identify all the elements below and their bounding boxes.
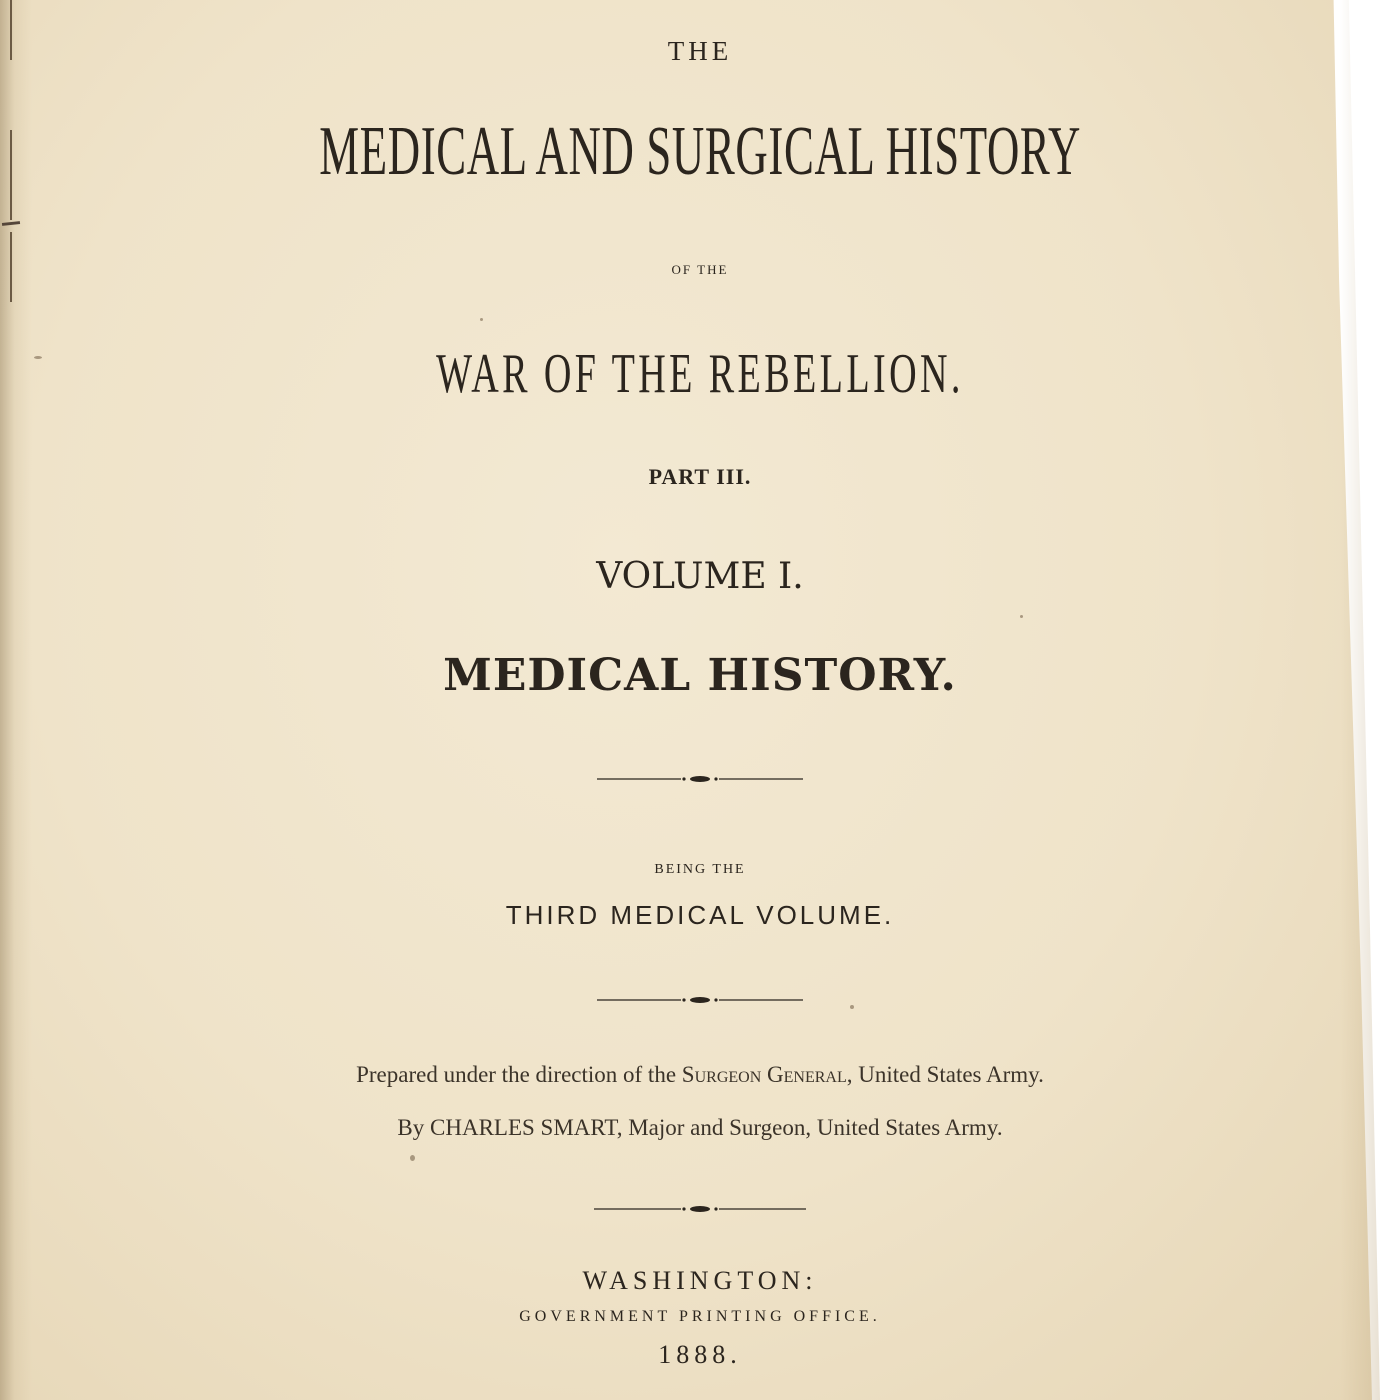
main-title — [0, 112, 1400, 192]
third-volume-text: THIRD MEDICAL VOLUME. — [505, 900, 895, 930]
subject-title: MEDICAL HISTORY. — [443, 650, 957, 701]
surgeon-general-title: Surgeon General — [681, 1062, 847, 1087]
being-the-text: BEING THE — [654, 862, 746, 877]
title-the: THE — [667, 36, 733, 66]
rule-ornament-icon — [0, 1203, 1400, 1215]
prepared-line — [0, 1062, 1400, 1088]
author-line — [0, 1115, 1400, 1141]
rule-ornament-icon — [0, 773, 1400, 785]
main-title-text: MEDICAL AND SURGICAL HISTORY — [319, 113, 1081, 190]
publication-year: 1888. — [658, 1340, 742, 1369]
of-the-text: OF THE — [671, 262, 729, 277]
publisher-name: GOVERNMENT PRINTING OFFICE. — [519, 1308, 881, 1325]
part-number: PART III. — [648, 464, 752, 489]
prepared-suffix: , United States Army. — [846, 1062, 1044, 1087]
by-suffix: , Major and Surgeon, United States Army. — [616, 1115, 1003, 1140]
by-prefix: By — [397, 1115, 431, 1140]
war-title-text: WAR OF THE REBELLION. — [436, 343, 964, 405]
publication-place: WASHINGTON: — [582, 1266, 818, 1295]
prepared-prefix: Prepared under the direction of the — [356, 1062, 682, 1087]
war-title — [0, 342, 1400, 406]
rule-ornament-icon — [0, 994, 1400, 1006]
paper-speck — [480, 318, 483, 321]
author-name: CHARLES SMART — [430, 1115, 617, 1140]
volume-number: VOLUME I. — [596, 556, 804, 597]
paper-speck — [1020, 615, 1023, 618]
paper-speck — [410, 1155, 415, 1161]
